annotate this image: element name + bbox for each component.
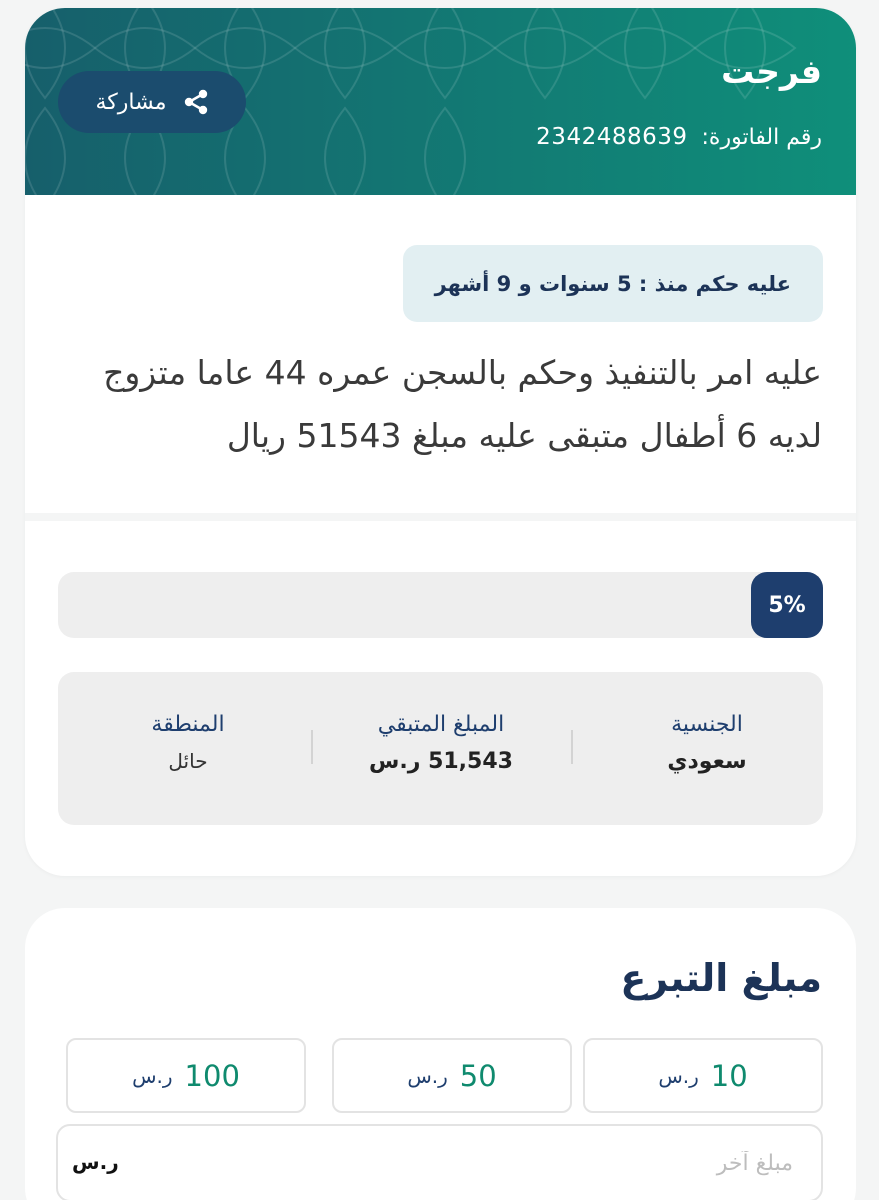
case-stats bbox=[58, 672, 823, 825]
region-label: المنطقة bbox=[151, 712, 225, 737]
sentence-duration-badge: عليه حكم منذ : 5 سنوات و 9 أشهر bbox=[403, 245, 823, 322]
remaining-amount-value: 51,543 ر.س bbox=[369, 749, 513, 774]
amount-option-10[interactable] bbox=[583, 1038, 823, 1113]
stat-region bbox=[128, 712, 248, 773]
custom-amount-input[interactable] bbox=[233, 1126, 793, 1200]
progress-bar bbox=[58, 572, 823, 638]
amount-currency: ر.س bbox=[658, 1063, 699, 1088]
amount-currency: ر.س bbox=[407, 1063, 448, 1088]
invoice-number: 2342488639 bbox=[536, 124, 688, 150]
custom-amount-currency: ر.س bbox=[72, 1150, 119, 1174]
case-title: فرجت bbox=[721, 52, 822, 91]
amount-option-100[interactable] bbox=[66, 1038, 306, 1113]
case-description: عليه امر بالتنفيذ وحكم بالسجن عمره 44 عاما متزوج لديه 6 أطفال متبقى عليه مبلغ 51543 ريال bbox=[103, 353, 822, 455]
share-label: مشاركة bbox=[95, 89, 167, 115]
custom-amount-field bbox=[56, 1124, 823, 1200]
amount-currency: ر.س bbox=[132, 1063, 173, 1088]
donation-card bbox=[25, 908, 856, 1200]
section-divider bbox=[25, 513, 856, 521]
stat-separator bbox=[311, 730, 313, 764]
case-card bbox=[25, 8, 856, 876]
amount-value: 10 bbox=[710, 1058, 748, 1093]
case-header bbox=[25, 8, 856, 195]
progress-fill bbox=[751, 572, 823, 638]
nationality-value: سعودي bbox=[667, 749, 747, 774]
amount-value: 50 bbox=[459, 1058, 497, 1093]
invoice-label: رقم الفاتورة: bbox=[701, 124, 822, 150]
amount-option-50[interactable] bbox=[332, 1038, 572, 1113]
donation-title: مبلغ التبرع bbox=[620, 956, 822, 1000]
invoice-row bbox=[536, 124, 822, 150]
share-button[interactable] bbox=[58, 71, 246, 133]
stat-separator bbox=[571, 730, 573, 764]
region-value: حائل bbox=[168, 749, 208, 773]
remaining-amount-label: المبلغ المتبقي bbox=[377, 712, 505, 737]
stat-remaining-amount bbox=[341, 712, 541, 774]
amount-value: 100 bbox=[184, 1058, 240, 1093]
share-icon bbox=[183, 89, 209, 115]
stat-nationality bbox=[647, 712, 767, 774]
progress-label: 5% bbox=[768, 592, 806, 618]
nationality-label: الجنسية bbox=[671, 712, 743, 737]
